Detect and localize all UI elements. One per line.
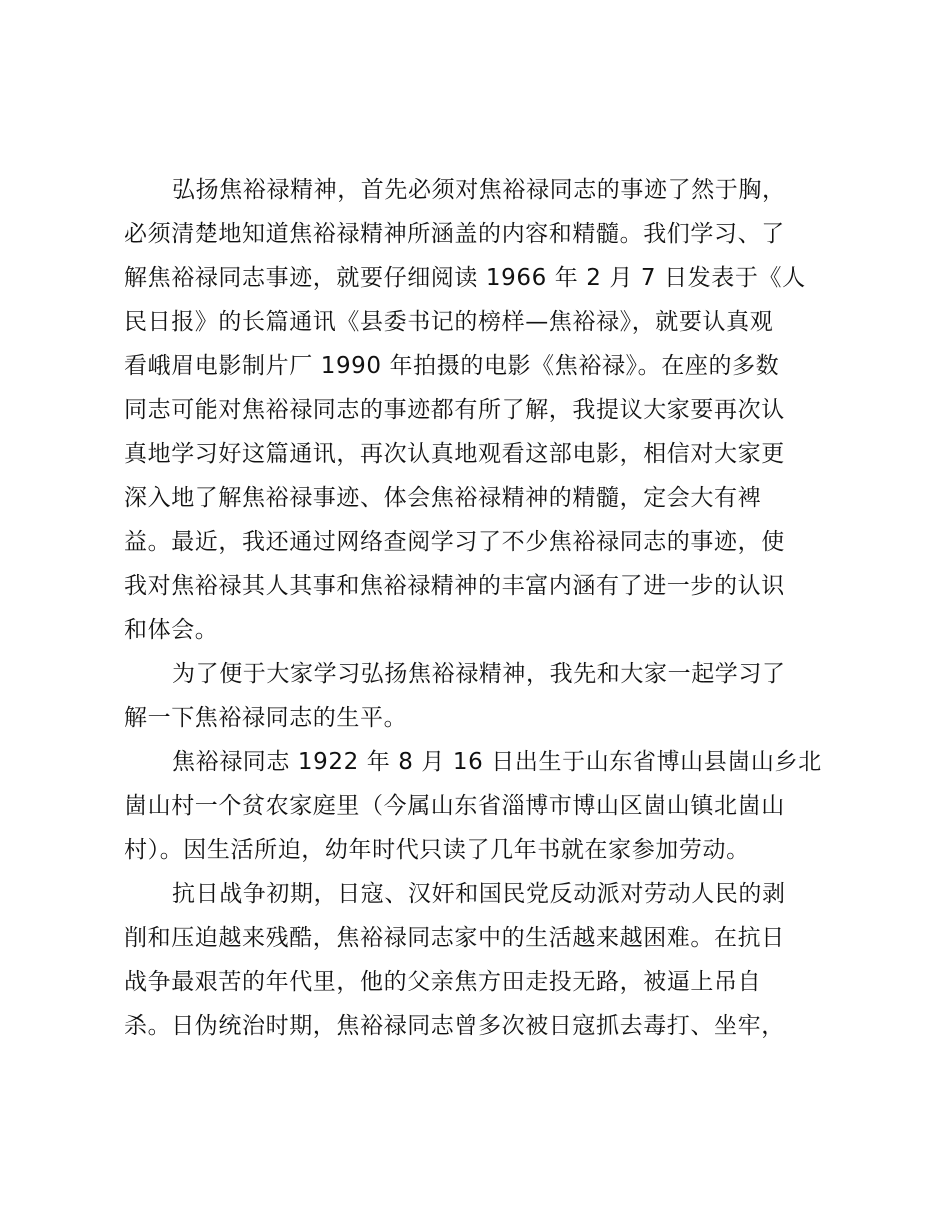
text-line: 削和压迫越来残酷，焦裕禄同志家中的生活越来越困难。在抗日 [124, 925, 785, 951]
text-line: 同志可能对焦裕禄同志的事迹都有所了解，我提议大家要再次认 [124, 397, 785, 423]
text-line: 崮山村一个贫农家庭里（今属山东省淄博市博山区崮山镇北崮山 [124, 793, 785, 819]
text-line: 民日报》的长篇通讯《县委书记的榜样—焦裕禄》，就要认真观 [124, 309, 774, 335]
paragraph-3 [124, 740, 839, 872]
text-line: 和体会。 [124, 617, 219, 643]
text-line: 战争最艰苦的年代里，他的父亲焦方田走投无路，被逼上吊自 [124, 969, 762, 995]
text-line: 焦裕禄同志 1922 年 8 月 16 日出生于山东省博山县崮山乡北 [172, 749, 822, 775]
text-line: 为了便于大家学习弘扬焦裕禄精神，我先和大家一起学习了 [172, 661, 786, 687]
text-line: 我对焦裕禄其人其事和焦裕禄精神的丰富内涵有了进一步的认识 [124, 573, 785, 599]
paragraph-2 [124, 652, 839, 740]
text-line: 解焦裕禄同志事迹，就要仔细阅读 1966 年 2 月 7 日发表于《人 [124, 265, 806, 291]
text-line: 必须清楚地知道焦裕禄精神所涵盖的内容和精髓。我们学习、了 [124, 221, 785, 247]
text-line: 深入地了解焦裕禄事迹、体会焦裕禄精神的精髓，定会大有裨 [124, 485, 762, 511]
text-line: 抗日战争初期，日寇、汉奸和国民党反动派对劳动人民的剥 [172, 881, 786, 907]
document-body [124, 168, 839, 1048]
text-line: 杀。日伪统治时期，焦裕禄同志曾多次被日寇抓去毒打、坐牢， [124, 1013, 785, 1039]
text-line: 村）。因生活所迫，幼年时代只读了几年书就在家参加劳动。 [124, 837, 750, 863]
text-line: 看峨眉电影制片厂 1990 年拍摄的电影《焦裕禄》。在座的多数 [124, 353, 780, 379]
text-line: 弘扬焦裕禄精神，首先必须对焦裕禄同志的事迹了然于胸， [172, 177, 786, 203]
paragraph-1 [124, 168, 839, 652]
text-line: 真地学习好这篇通讯，再次认真地观看这部电影，相信对大家更 [124, 441, 785, 467]
text-line: 解一下焦裕禄同志的生平。 [124, 705, 408, 731]
text-line: 益。最近，我还通过网络查阅学习了不少焦裕禄同志的事迹，使 [124, 529, 785, 555]
paragraph-4 [124, 872, 839, 1048]
